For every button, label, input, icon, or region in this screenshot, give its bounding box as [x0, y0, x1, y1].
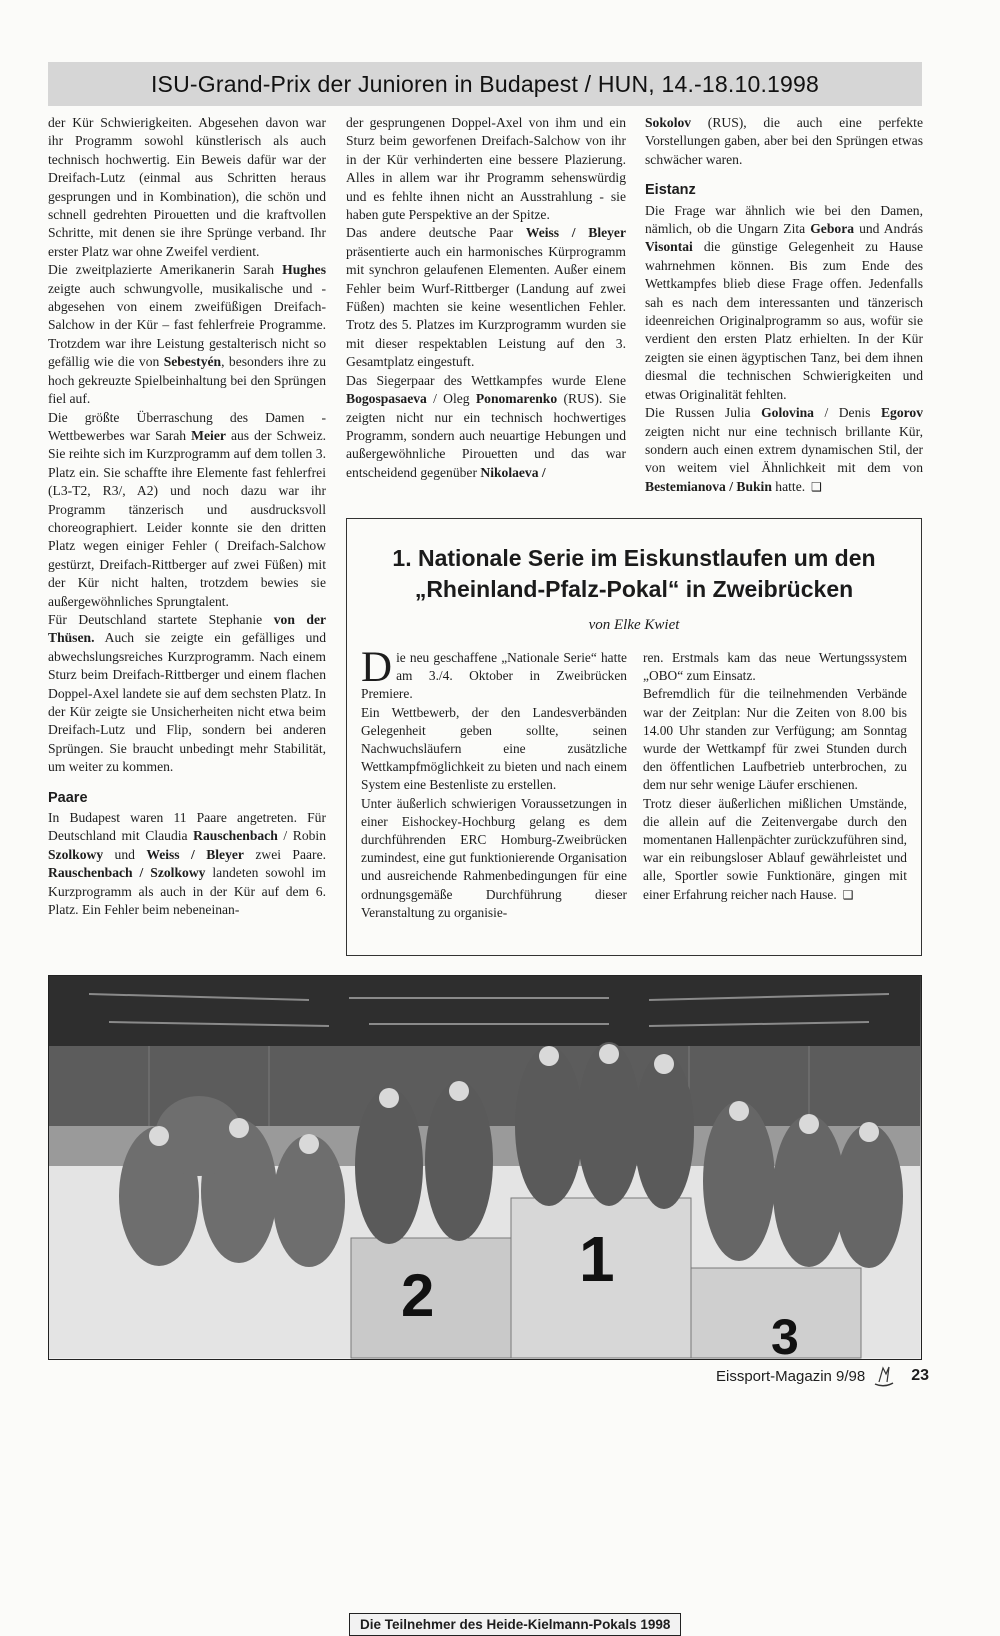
paragraph: Trotz dieser äußerlichen mißlichen Umstände, die allein auf die Zeitenvergabe durch den momentanen Hallenpächter zurückzuführen sind, war ein reibungsloser Ablauf gewährleistet und alle, Sportler sowie Funktionäre, gingen mit einer Erfahrung reicher nach Hause. ❑ [643, 795, 907, 904]
section-header [48, 62, 922, 106]
article-column-3 [645, 114, 923, 496]
page-footer [716, 1364, 946, 1388]
page-number: 23 [911, 1367, 930, 1384]
article-column-2 [346, 114, 626, 482]
paragraph: Das Siegerpaar des Wettkampfes wurde Elene Bogospasaeva / Oleg Ponomarenko (RUS). Sie zeigten nicht nur ein technisch hochwertiges Programm, sondern auch neuartige Hebungen und außergewöhnliche Pirouetten und das war entscheidend gegenüber Nikolaeva / [346, 372, 626, 480]
boxed-column-1 [361, 644, 627, 922]
paragraph: Die neu geschaffene „Nationale Serie“ hatte am 3./4. Oktober in Zweibrücken Premiere. [361, 644, 627, 702]
podium-number-1: 1 [579, 1223, 615, 1295]
subheading-paare: Paare [48, 789, 88, 806]
paragraph: ren. Erstmals kam das neue Wertungssystem „OBO“ zum Einsatz. [643, 650, 907, 684]
drop-cap: D [361, 644, 393, 691]
boxed-column-2 [643, 649, 907, 904]
photo-caption: Die Teilnehmer des Heide-Kielmann-Pokals 1998 [349, 1613, 681, 1636]
paragraph: Unter äußerlich schwierigen Voraussetzungen in einer Eishockey-Hochburg gelang es dem durchführenden ERC Homburg-Zweibrücken zumindest, eine gut funktionierende Organisation und ausreichende Rahmenbedingungen für eine ordnungsgemäße Durchführung dieser Veranstaltung zu organisie- [361, 795, 627, 920]
paragraph: der gesprungenen Doppel-Axel von ihm und ein Sturz beim geworfenen Dreifach-Salchow von ihr in der Kür verhinderten eine bessere Plazierung. Alles in allem war ihr Programm sehenswürdig und es fehlte ihnen nicht an Ausstrahlung - sie haben gute Perspektive an der Spitze. [346, 115, 626, 223]
end-of-article-mark: ❑ [842, 887, 854, 902]
photo-scene [49, 976, 920, 1365]
byline: von Elke Kwiet [588, 617, 680, 633]
paragraph: Für Deutschland startete Stephanie von der Thüsen. Auch sie zeigte ein gefälliges und abwechslungsreiches Kurzprogramm. Nach einem Sturz beim Dreifach-Rittberger und einem flachen Doppel-Axel landete sie auf dem sechsten Platz. In der Kür zeigte sie Unsicherheiten nicht etwa beim Dreifach-Lutz und Flip, sondern bei anderen Sprüngen. Sie braucht unbedingt mehr Stabilität, um weiter zu kommen. [48, 611, 327, 775]
paragraph: der Kür Schwierigkeiten. Abgesehen davon war ihr Programm sowohl künstlerisch als auch technisch hochwertig. Ein Beweis dafür war der Dreifach-Lutz (einmal aus Schritten heraus gesprungen und in Kombination), die schön und schnell gedrehten Pirouetten und die kraftvollen Schritte, mit denen sie ihre Sprünge verband. Ihr erster Platz war ohne Zweifel verdient. [48, 115, 326, 259]
paragraph: In Budapest waren 11 Paare angetreten. Für Deutschland mit Claudia Rauschenbach / Robin Szolkowy und Weiss / Bleyer zwei Paare. Rauschenbach / Szolkowy landeten sowohl im Kurzprogramm als auch in der Kür auf dem 6. Platz. Ein Fehler beim nebeneinan- [48, 810, 327, 918]
paragraph: Die zweitplazierte Amerikanerin Sarah Hughes zeigte auch schwungvolle, musikalische und - abgesehen von einem zweifüßigen Dreifach-Salchow in der Kür – fast fehlerfreie Programme. Trotzdem war ihre Leistung gestalterisch nicht so gefällig wie die von Sebestyén, besonders ihre zu hoch gekreuzte Spielbeinhaltung bei den Sprüngen fiel auf. [48, 262, 326, 407]
boxed-article-title: 1. Nationale Serie im Eiskunstlaufen um den „Rheinland-Pfalz-Pokal“ in Zweibrücken [392, 545, 876, 602]
skater-logo-icon [871, 1364, 897, 1388]
paragraph: Die Russen Julia Golovina / Denis Egorov zeigten nicht nur eine technisch brillante Kür, sondern auch einen extrem dynamischen Stil, der von weitem viel Ähnlichkeit mit dem von Bestemianova / Bukin hatte. ❑ [645, 404, 923, 496]
hall-ceiling [49, 976, 920, 1046]
section-title: ISU-Grand-Prix der Junioren in Budapest / HUN, 14.-18.10.1998 [150, 70, 820, 97]
end-of-article-mark: ❑ [811, 479, 822, 494]
paragraph: Die größte Überraschung des Damen - Wettbewerbes war Sarah Meier aus der Schweiz. Sie reihte sich im Kurzprogramm auf dem tollen 3. Platz ein. Sie schaffte ihre Elemente fast fehlerfrei (L3-T2, R3/, A2) und noch dazu war ihr Programm tänzerisch und ausdrucksvoll choreographiert. Leider konnte sie den dritten Platz wegen einiger Fehler ( Dreifach-Salchow gestürzt, Dreifach-Rittberger auf zwei Füßen) mit der Kür nicht halten, trotzdem bewies sie außergewöhnliches Sprungtalent. [48, 409, 326, 609]
podium-number-2: 2 [401, 1262, 435, 1329]
paragraph: Die Frage war ähnlich wie bei den Damen, nämlich, ob die Ungarn Zita Gebora und András Visontai die günstige Gelegenheit zu Hause wahrnehmen können. Bis zum Ende des Wettkampfes blieb diese Frage offen. Jedenfalls sah es nach dem interessanten und tänzerisch ideenreichen Originalprogramm so aus, wofür sie verdient den ersten Platz erhielten. In der Kür zeigten sie einen ägyptischen Tanz, bei dem ihnen diesmal die technischen Schwierigkeiten und etwas Originalität fehlten. [645, 202, 924, 402]
paragraph: Befremdlich für die teilnehmenden Verbände war der Zeitplan: Nur die Zeiten von 8.00 bis 14.00 Uhr standen zur Verfügung; am Sonntag wurde der Wettkampf für zwei Stunden durch den öffentlichen Laufbetrieb unterbrochen, zu dem nur sehr wenige Läufer erschienen. [643, 686, 907, 793]
paragraph: Ein Wettbewerb, der den Landesverbänden Gelegenheit geben sollte, seinen Nachwuchsläufern eine zusätzliche Wettkampfmöglichkeit zu bieten und nach einem System eine Bestenliste zu erstellen. [361, 704, 627, 793]
magazine-issue: Eissport-Magazin 9/98 [716, 1367, 866, 1385]
boxed-article [346, 518, 922, 956]
podium-number-3: 3 [771, 1309, 799, 1365]
paragraph: Das andere deutsche Paar Weiss / Bleyer präsentierte auch ein harmonisches Kürprogramm mit synchron gelaufenen Elementen. Außer einem Fehler beim Wurf-Rittberger (Landung auf zwei Füßen) machten sie keine wesentlichen Fehler. Trotz des 5. Platzes im Kurzprogramm wurden sie mit dieser respektablen Leistung auf den 3. Gesamtplatz eingestuft. [346, 225, 626, 370]
subheading-eistanz: Eistanz [645, 182, 696, 199]
article-column-1 [48, 114, 326, 919]
paragraph: Sokolov (RUS), die auch eine perfekte Vorstellungen gaben, aber bei den Sprüngen etwas schwächer waren. [645, 115, 923, 167]
